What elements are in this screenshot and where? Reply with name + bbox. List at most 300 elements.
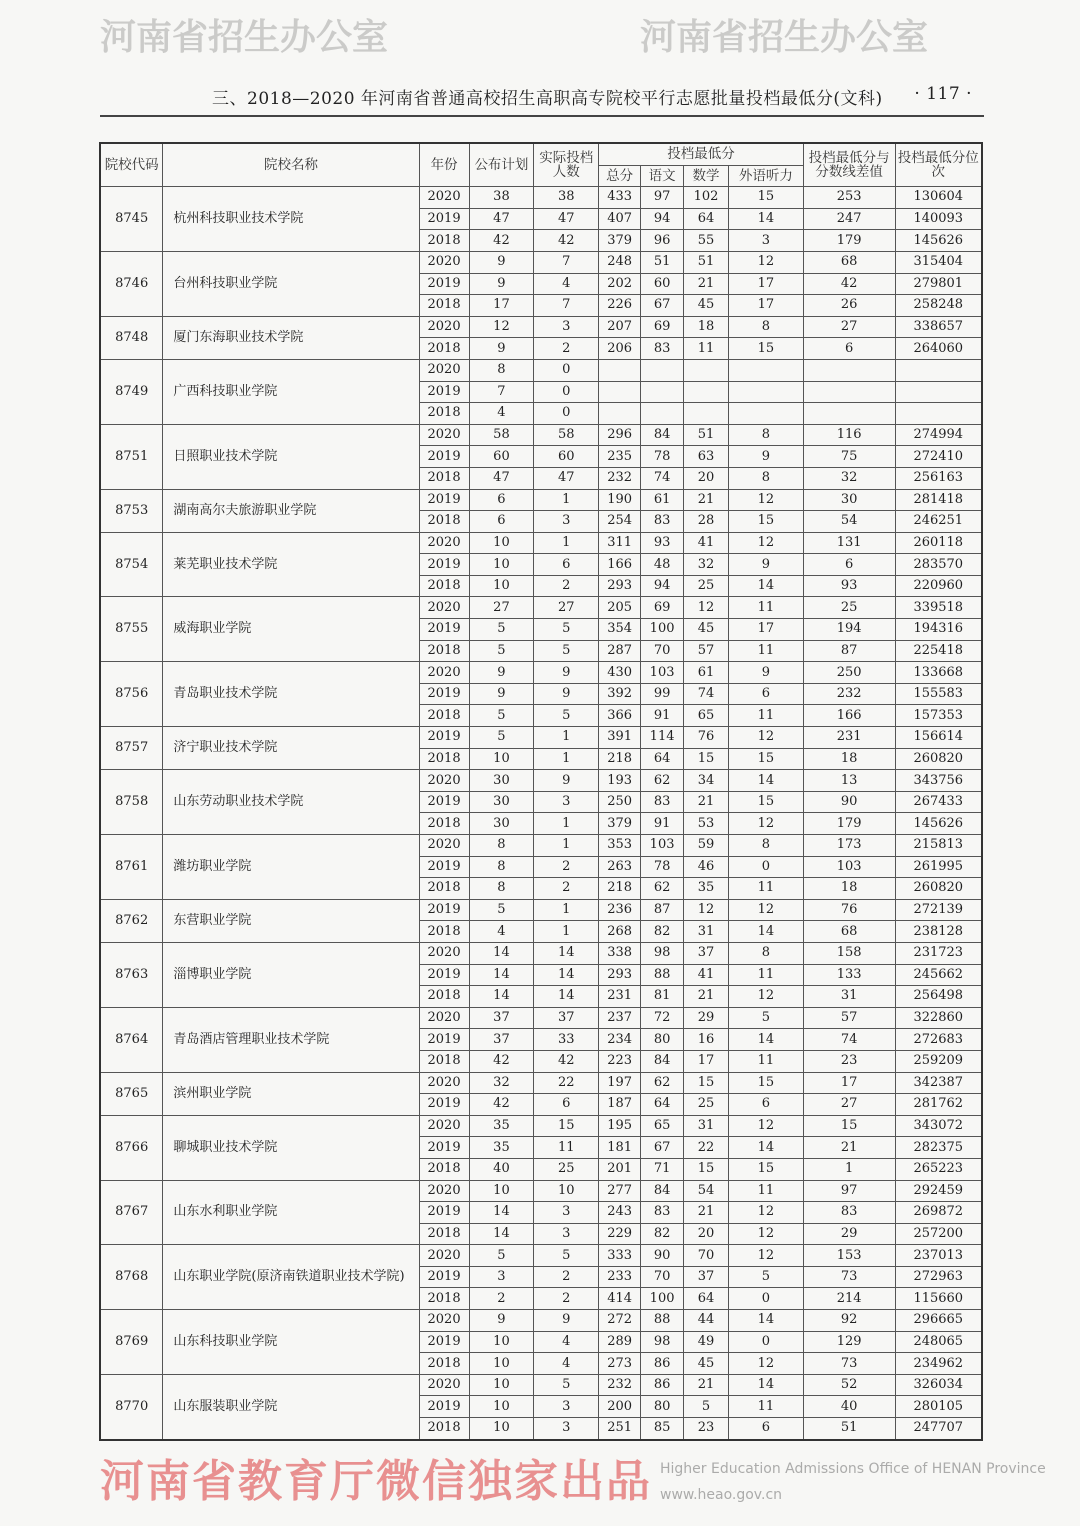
cell-year: 2019: [419, 899, 469, 921]
watermark-english: Higher Education Admissions Office of HENAN Province: [660, 1461, 1046, 1477]
cell-diff: [803, 381, 895, 403]
cell-diff: 247: [803, 208, 895, 230]
cell-total: 268: [599, 921, 641, 943]
cell-rank: 140093: [895, 208, 982, 230]
cell-year: 2019: [419, 1137, 469, 1159]
cell-plan: 14: [469, 1202, 534, 1224]
cell-diff: 76: [803, 899, 895, 921]
cell-year: 2019: [419, 554, 469, 576]
table-row: [100, 359, 982, 381]
cell-diff: 29: [803, 1223, 895, 1245]
cell-year: 2019: [419, 208, 469, 230]
cell-year: 2020: [419, 316, 469, 338]
cell-chinese: 114: [641, 727, 684, 749]
cell-plan: 4: [469, 921, 534, 943]
cell-year: 2018: [419, 640, 469, 662]
cell-chinese: 51: [641, 251, 684, 273]
cell-math: 32: [684, 554, 729, 576]
cell-total: 166: [599, 554, 641, 576]
cell-rank: 234962: [895, 1353, 982, 1375]
cell-year: 2019: [419, 489, 469, 511]
cell-math: 51: [684, 424, 729, 446]
cell-actual: 2: [534, 575, 599, 597]
cell-foreign: 11: [728, 878, 803, 900]
cell-plan: 2: [469, 1288, 534, 1310]
cell-total: 287: [599, 640, 641, 662]
table-row: [100, 1072, 982, 1094]
cell-actual: 47: [534, 467, 599, 489]
cell-math: 61: [684, 662, 729, 684]
cell-foreign: 11: [728, 1396, 803, 1418]
cell-rank: 256163: [895, 467, 982, 489]
cell-rank: 247707: [895, 1418, 982, 1440]
cell-total: 248: [599, 251, 641, 273]
cell-chinese: 72: [641, 1007, 684, 1029]
cell-rank: 257200: [895, 1223, 982, 1245]
cell-total: 433: [599, 187, 641, 209]
cell-total: 234: [599, 1029, 641, 1051]
cell-year: 2018: [419, 705, 469, 727]
cell-diff: 40: [803, 1396, 895, 1418]
cell-foreign: 6: [728, 683, 803, 705]
cell-rank: 265223: [895, 1158, 982, 1180]
cell-plan: 42: [469, 1050, 534, 1072]
cell-math: 64: [684, 208, 729, 230]
cell-total: 197: [599, 1072, 641, 1094]
page-number: · 117 ·: [914, 84, 972, 104]
cell-actual: 2: [534, 856, 599, 878]
school-code: 8751: [100, 424, 163, 489]
cell-year: 2020: [419, 359, 469, 381]
cell-chinese: 69: [641, 597, 684, 619]
cell-year: 2018: [419, 230, 469, 252]
cell-diff: 15: [803, 1115, 895, 1137]
cell-actual: 1: [534, 532, 599, 554]
cell-plan: 5: [469, 727, 534, 749]
cell-foreign: 11: [728, 640, 803, 662]
cell-total: 277: [599, 1180, 641, 1202]
cell-chinese: 62: [641, 770, 684, 792]
cell-chinese: 64: [641, 748, 684, 770]
cell-plan: 3: [469, 1266, 534, 1288]
cell-diff: 179: [803, 813, 895, 835]
cell-foreign: 15: [728, 187, 803, 209]
cell-chinese: 94: [641, 208, 684, 230]
cell-rank: 237013: [895, 1245, 982, 1267]
cell-total: 311: [599, 532, 641, 554]
cell-rank: 157353: [895, 705, 982, 727]
cell-foreign: 9: [728, 662, 803, 684]
school-name: 青岛职业技术学院: [163, 662, 419, 727]
cell-year: 2020: [419, 187, 469, 209]
cell-plan: 10: [469, 1418, 534, 1440]
cell-plan: 35: [469, 1115, 534, 1137]
cell-total: 392: [599, 683, 641, 705]
cell-plan: 14: [469, 986, 534, 1008]
cell-diff: 153: [803, 1245, 895, 1267]
cell-year: 2019: [419, 446, 469, 468]
cell-year: 2018: [419, 1418, 469, 1440]
cell-rank: 215813: [895, 835, 982, 857]
school-code: 8761: [100, 835, 163, 900]
table-row: [100, 770, 982, 792]
cell-diff: 97: [803, 1180, 895, 1202]
cell-total: 201: [599, 1158, 641, 1180]
cell-total: 391: [599, 727, 641, 749]
cell-plan: 38: [469, 187, 534, 209]
cell-actual: 1: [534, 921, 599, 943]
cell-actual: 4: [534, 1331, 599, 1353]
cell-rank: 338657: [895, 316, 982, 338]
school-code: 8754: [100, 532, 163, 597]
col-header-min-score: 投档最低分: [599, 143, 804, 165]
cell-total: 338: [599, 942, 641, 964]
cell-diff: 27: [803, 1094, 895, 1116]
cell-total: 237: [599, 1007, 641, 1029]
cell-foreign: 14: [728, 1310, 803, 1332]
cell-total: [599, 381, 641, 403]
cell-plan: 14: [469, 964, 534, 986]
school-name: 台州科技职业学院: [163, 251, 419, 316]
cell-foreign: 15: [728, 791, 803, 813]
cell-chinese: 83: [641, 1202, 684, 1224]
school-code: 8764: [100, 1007, 163, 1072]
cell-chinese: 100: [641, 1288, 684, 1310]
cell-chinese: 81: [641, 986, 684, 1008]
cell-rank: 282375: [895, 1137, 982, 1159]
cell-year: 2020: [419, 424, 469, 446]
cell-year: 2019: [419, 381, 469, 403]
cell-total: 379: [599, 813, 641, 835]
cell-chinese: 93: [641, 532, 684, 554]
cell-chinese: 103: [641, 835, 684, 857]
cell-year: 2018: [419, 1288, 469, 1310]
cell-math: 53: [684, 813, 729, 835]
cell-math: 57: [684, 640, 729, 662]
cell-plan: 5: [469, 640, 534, 662]
cell-year: 2019: [419, 1396, 469, 1418]
col-header-diff: 投档最低分与分数线差值: [803, 143, 895, 187]
cell-rank: 342387: [895, 1072, 982, 1094]
cell-chinese: 91: [641, 813, 684, 835]
col-header-year: 年份: [419, 143, 469, 187]
cell-plan: 6: [469, 489, 534, 511]
cell-chinese: 87: [641, 899, 684, 921]
cell-plan: 10: [469, 554, 534, 576]
cell-foreign: 14: [728, 921, 803, 943]
cell-total: 223: [599, 1050, 641, 1072]
cell-plan: 9: [469, 683, 534, 705]
col-header-rank: 投档最低分位次: [895, 143, 982, 187]
cell-math: 59: [684, 835, 729, 857]
cell-total: 233: [599, 1266, 641, 1288]
cell-plan: 8: [469, 835, 534, 857]
cell-plan: 42: [469, 1094, 534, 1116]
cell-diff: 129: [803, 1331, 895, 1353]
cell-chinese: 83: [641, 791, 684, 813]
school-name: 莱芜职业技术学院: [163, 532, 419, 597]
cell-chinese: 88: [641, 964, 684, 986]
school-code: 8768: [100, 1245, 163, 1310]
cell-total: 232: [599, 467, 641, 489]
cell-rank: [895, 359, 982, 381]
cell-rank: 220960: [895, 575, 982, 597]
cell-chinese: 64: [641, 1094, 684, 1116]
cell-foreign: 11: [728, 1050, 803, 1072]
cell-foreign: 12: [728, 986, 803, 1008]
cell-actual: 33: [534, 1029, 599, 1051]
cell-math: 15: [684, 748, 729, 770]
cell-rank: 260820: [895, 878, 982, 900]
cell-total: 289: [599, 1331, 641, 1353]
table-row: [100, 942, 982, 964]
cell-total: 251: [599, 1418, 641, 1440]
cell-actual: 4: [534, 273, 599, 295]
cell-actual: 3: [534, 791, 599, 813]
cell-actual: 6: [534, 1094, 599, 1116]
cell-foreign: 12: [728, 813, 803, 835]
school-name: 山东水利职业学院: [163, 1180, 419, 1245]
cell-rank: 256498: [895, 986, 982, 1008]
cell-year: 2018: [419, 986, 469, 1008]
cell-plan: 58: [469, 424, 534, 446]
cell-plan: 4: [469, 403, 534, 425]
school-name: 聊城职业技术学院: [163, 1115, 419, 1180]
cell-year: 2019: [419, 1202, 469, 1224]
cell-actual: 3: [534, 1223, 599, 1245]
school-name: 日照职业技术学院: [163, 424, 419, 489]
cell-chinese: 78: [641, 446, 684, 468]
cell-chinese: 97: [641, 187, 684, 209]
cell-foreign: 11: [728, 705, 803, 727]
cell-math: 21: [684, 273, 729, 295]
cell-math: 21: [684, 791, 729, 813]
cell-plan: 27: [469, 597, 534, 619]
cell-diff: 194: [803, 619, 895, 641]
cell-actual: 1: [534, 489, 599, 511]
cell-actual: 3: [534, 1202, 599, 1224]
cell-actual: 9: [534, 662, 599, 684]
cell-chinese: 90: [641, 1245, 684, 1267]
page-title: 三、2018—2020 年河南省普通高校招生高职高专院校平行志愿批量投档最低分(文科): [212, 89, 883, 109]
cell-plan: 5: [469, 619, 534, 641]
col-header-plan: 公布计划: [469, 143, 534, 187]
admission-scores-table: [99, 142, 983, 1441]
cell-rank: 343756: [895, 770, 982, 792]
col-header-math: 数学: [684, 165, 729, 187]
page-header: [212, 84, 972, 108]
cell-chinese: 62: [641, 1072, 684, 1094]
cell-math: 45: [684, 1353, 729, 1375]
table-row: [100, 1310, 982, 1332]
cell-diff: 179: [803, 230, 895, 252]
school-code: 8767: [100, 1180, 163, 1245]
cell-actual: 42: [534, 1050, 599, 1072]
col-header-foreign: 外语听力: [728, 165, 803, 187]
cell-total: 235: [599, 446, 641, 468]
cell-total: 232: [599, 1374, 641, 1396]
cell-math: 63: [684, 446, 729, 468]
cell-chinese: 71: [641, 1158, 684, 1180]
cell-year: 2019: [419, 1094, 469, 1116]
cell-diff: 73: [803, 1266, 895, 1288]
cell-plan: 9: [469, 273, 534, 295]
cell-total: [599, 359, 641, 381]
cell-year: 2019: [419, 273, 469, 295]
table-row: [100, 489, 982, 511]
cell-math: 15: [684, 1158, 729, 1180]
cell-rank: 274994: [895, 424, 982, 446]
cell-foreign: 14: [728, 208, 803, 230]
cell-actual: 5: [534, 640, 599, 662]
cell-year: 2019: [419, 619, 469, 641]
cell-year: 2019: [419, 1331, 469, 1353]
cell-plan: 6: [469, 511, 534, 533]
col-header-chinese: 语文: [641, 165, 684, 187]
watermark-red: 河南省教育厅微信独家出品: [100, 1456, 652, 1507]
col-header-name: 院校名称: [163, 143, 419, 187]
cell-year: 2018: [419, 748, 469, 770]
cell-year: 2019: [419, 727, 469, 749]
cell-diff: 25: [803, 597, 895, 619]
cell-total: 273: [599, 1353, 641, 1375]
cell-year: 2018: [419, 878, 469, 900]
cell-year: 2019: [419, 683, 469, 705]
cell-rank: 246251: [895, 511, 982, 533]
cell-plan: 37: [469, 1029, 534, 1051]
cell-diff: 231: [803, 727, 895, 749]
cell-plan: 10: [469, 1331, 534, 1353]
school-name: 山东科技职业学院: [163, 1310, 419, 1375]
cell-diff: 52: [803, 1374, 895, 1396]
cell-actual: 37: [534, 1007, 599, 1029]
cell-foreign: 12: [728, 1223, 803, 1245]
cell-math: 12: [684, 899, 729, 921]
cell-rank: 145626: [895, 230, 982, 252]
cell-rank: 130604: [895, 187, 982, 209]
cell-actual: 3: [534, 511, 599, 533]
cell-rank: 280105: [895, 1396, 982, 1418]
cell-math: 20: [684, 1223, 729, 1245]
cell-foreign: 11: [728, 964, 803, 986]
cell-diff: 90: [803, 791, 895, 813]
cell-total: 430: [599, 662, 641, 684]
table-row: [100, 899, 982, 921]
table-row: [100, 1180, 982, 1202]
cell-foreign: 0: [728, 1331, 803, 1353]
cell-total: 226: [599, 295, 641, 317]
cell-year: 2020: [419, 1072, 469, 1094]
cell-rank: 269872: [895, 1202, 982, 1224]
cell-plan: 40: [469, 1158, 534, 1180]
cell-rank: 248065: [895, 1331, 982, 1353]
cell-year: 2020: [419, 251, 469, 273]
cell-rank: 155583: [895, 683, 982, 705]
cell-chinese: 80: [641, 1029, 684, 1051]
cell-diff: 116: [803, 424, 895, 446]
cell-foreign: 0: [728, 856, 803, 878]
cell-diff: 18: [803, 878, 895, 900]
cell-rank: 259209: [895, 1050, 982, 1072]
table-row: [100, 662, 982, 684]
school-code: 8769: [100, 1310, 163, 1375]
cell-chinese: [641, 359, 684, 381]
cell-math: 21: [684, 1374, 729, 1396]
cell-foreign: 0: [728, 1288, 803, 1310]
cell-year: 2018: [419, 511, 469, 533]
cell-total: 293: [599, 964, 641, 986]
cell-math: 15: [684, 1072, 729, 1094]
cell-math: 21: [684, 986, 729, 1008]
cell-math: 25: [684, 575, 729, 597]
cell-math: 12: [684, 597, 729, 619]
cell-foreign: 3: [728, 230, 803, 252]
cell-math: 11: [684, 338, 729, 360]
cell-math: 29: [684, 1007, 729, 1029]
cell-actual: 5: [534, 1245, 599, 1267]
cell-year: 2020: [419, 1180, 469, 1202]
cell-plan: 7: [469, 381, 534, 403]
cell-rank: 326034: [895, 1374, 982, 1396]
school-name: 山东服装职业学院: [163, 1374, 419, 1439]
cell-rank: [895, 381, 982, 403]
cell-chinese: 84: [641, 424, 684, 446]
cell-diff: 6: [803, 338, 895, 360]
cell-total: 200: [599, 1396, 641, 1418]
cell-total: 414: [599, 1288, 641, 1310]
cell-total: 333: [599, 1245, 641, 1267]
cell-math: 28: [684, 511, 729, 533]
cell-chinese: 91: [641, 705, 684, 727]
cell-math: 5: [684, 1396, 729, 1418]
school-code: 8753: [100, 489, 163, 532]
cell-foreign: 12: [728, 727, 803, 749]
school-name: 青岛酒店管理职业技术学院: [163, 1007, 419, 1072]
cell-year: 2020: [419, 597, 469, 619]
cell-chinese: 86: [641, 1374, 684, 1396]
cell-rank: 315404: [895, 251, 982, 273]
cell-foreign: 6: [728, 1418, 803, 1440]
cell-chinese: 69: [641, 316, 684, 338]
cell-rank: 343072: [895, 1115, 982, 1137]
cell-diff: 253: [803, 187, 895, 209]
cell-actual: 1: [534, 748, 599, 770]
watermark-url: www.heao.gov.cn: [660, 1487, 783, 1503]
cell-actual: 1: [534, 899, 599, 921]
cell-chinese: 98: [641, 942, 684, 964]
cell-diff: 32: [803, 467, 895, 489]
cell-rank: 225418: [895, 640, 982, 662]
cell-total: 407: [599, 208, 641, 230]
cell-chinese: 65: [641, 1115, 684, 1137]
cell-diff: 68: [803, 921, 895, 943]
cell-year: 2019: [419, 791, 469, 813]
cell-actual: 3: [534, 1396, 599, 1418]
cell-diff: 75: [803, 446, 895, 468]
cell-foreign: [728, 359, 803, 381]
col-header-actual: 实际投档人数: [534, 143, 599, 187]
cell-year: 2018: [419, 575, 469, 597]
cell-year: 2020: [419, 942, 469, 964]
cell-math: 25: [684, 1094, 729, 1116]
cell-actual: 2: [534, 338, 599, 360]
cell-chinese: 70: [641, 1266, 684, 1288]
school-name: 厦门东海职业技术学院: [163, 316, 419, 359]
cell-math: 22: [684, 1137, 729, 1159]
cell-chinese: 94: [641, 575, 684, 597]
cell-plan: 8: [469, 359, 534, 381]
cell-math: 34: [684, 770, 729, 792]
